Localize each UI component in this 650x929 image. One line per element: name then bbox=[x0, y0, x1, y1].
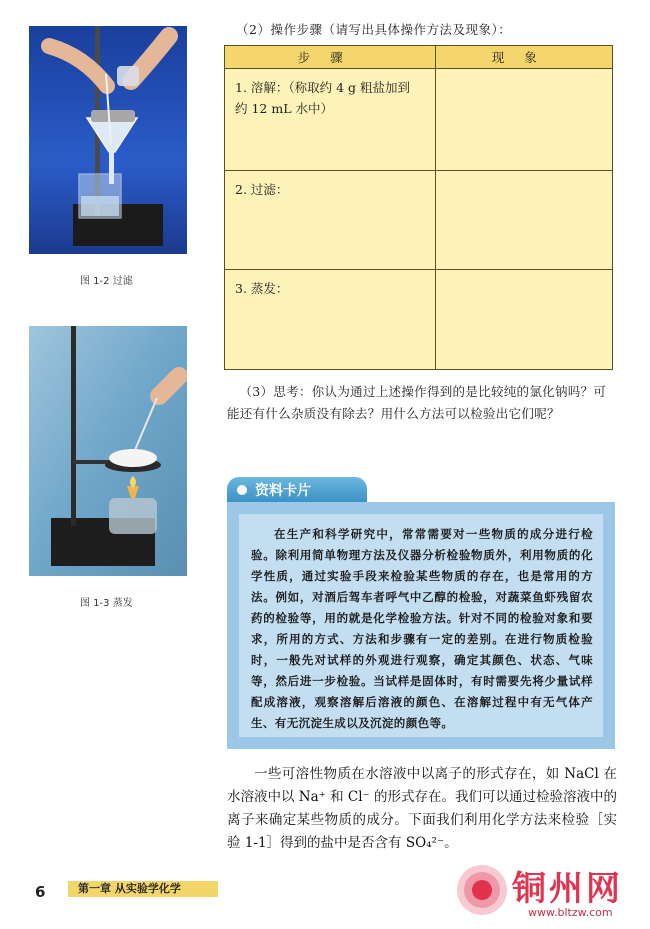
watermark-title: 铜州网 bbox=[512, 869, 623, 909]
page-number: 6 bbox=[35, 883, 46, 901]
body-paragraph: 一些可溶性物质在水溶液中以离子的形式存在，如 NaCl 在水溶液中以 Na⁺ 和 Cl⁻ 的形式存在。我们可以通过检验溶液中的离子来确定某些物质的成分。下面我们利用化学方法来检验［实验 1-1］得到的盐中是否含有 SO₄²⁻。 bbox=[227, 766, 617, 851]
procedure-heading: （2）操作步骤（请写出具体操作方法及现象）： bbox=[236, 22, 512, 37]
observation-cell[interactable] bbox=[436, 170, 613, 270]
table-row bbox=[225, 170, 613, 270]
watermark-url: www.bltzw.com bbox=[528, 906, 613, 919]
step-evaporate: 3. 蒸发： bbox=[225, 270, 436, 370]
think-paragraph: （3）思考：你认为通过上述操作得到的是比较纯的氯化钠吗？可能还有什么杂质没有除去？用什么方法可以检验出它们呢？ bbox=[227, 384, 607, 421]
chapter-label: 第一章 从实验学化学 bbox=[68, 881, 218, 897]
observation-cell[interactable] bbox=[436, 69, 613, 171]
filtration-photo bbox=[29, 26, 187, 254]
table-row bbox=[225, 270, 613, 370]
evaporation-photo bbox=[29, 326, 187, 576]
observation-cell[interactable] bbox=[436, 270, 613, 370]
info-card-tab bbox=[227, 477, 367, 503]
table-header-row bbox=[225, 46, 613, 69]
procedure-table bbox=[224, 45, 613, 370]
step-dissolve-text: 1. 溶解：（称取约 4 g 粗盐加到约 12 mL 水中） bbox=[235, 80, 411, 117]
info-card-title: 资料卡片 bbox=[255, 483, 311, 499]
step-dissolve bbox=[225, 69, 436, 171]
info-card bbox=[227, 502, 615, 749]
watermark-logo-icon bbox=[455, 863, 510, 918]
step-filter: 2. 过滤： bbox=[225, 170, 436, 270]
info-card-body: 在生产和科学研究中，常常需要对一些物质的成分进行检验。除利用简单物理方法及仪器分析检验物质外，利用物质的化学性质，通过实验手段来检验某些物质的存在，也是常用的方法。例如，对酒后驾车者呼气中乙醇的检验，对蔬菜鱼虾残留农药的检验等，用的就是化学检验方法。针对不同的检验对象和要求，所用的方式、方法和步骤有一定的差别。在进行物质检验时，一般先对试样的外观进行观察，确定其颜色、状态、气味等，然后进一步检验。当试样是固体时，有时需要先将少量试样配成溶液，观察溶解后溶液的颜色、在溶解过程中有无气体产生、有无沉淀生成以及沉淀的颜色等。 bbox=[239, 514, 603, 737]
bullet-icon bbox=[237, 485, 247, 495]
header-observation: 现象 bbox=[436, 46, 613, 69]
header-step: 步骤 bbox=[225, 46, 436, 69]
figure-caption-evaporation: 图 1-3 蒸发 bbox=[80, 598, 133, 609]
table-row bbox=[225, 69, 613, 171]
figure-caption-filtration: 图 1-2 过滤 bbox=[80, 276, 133, 287]
